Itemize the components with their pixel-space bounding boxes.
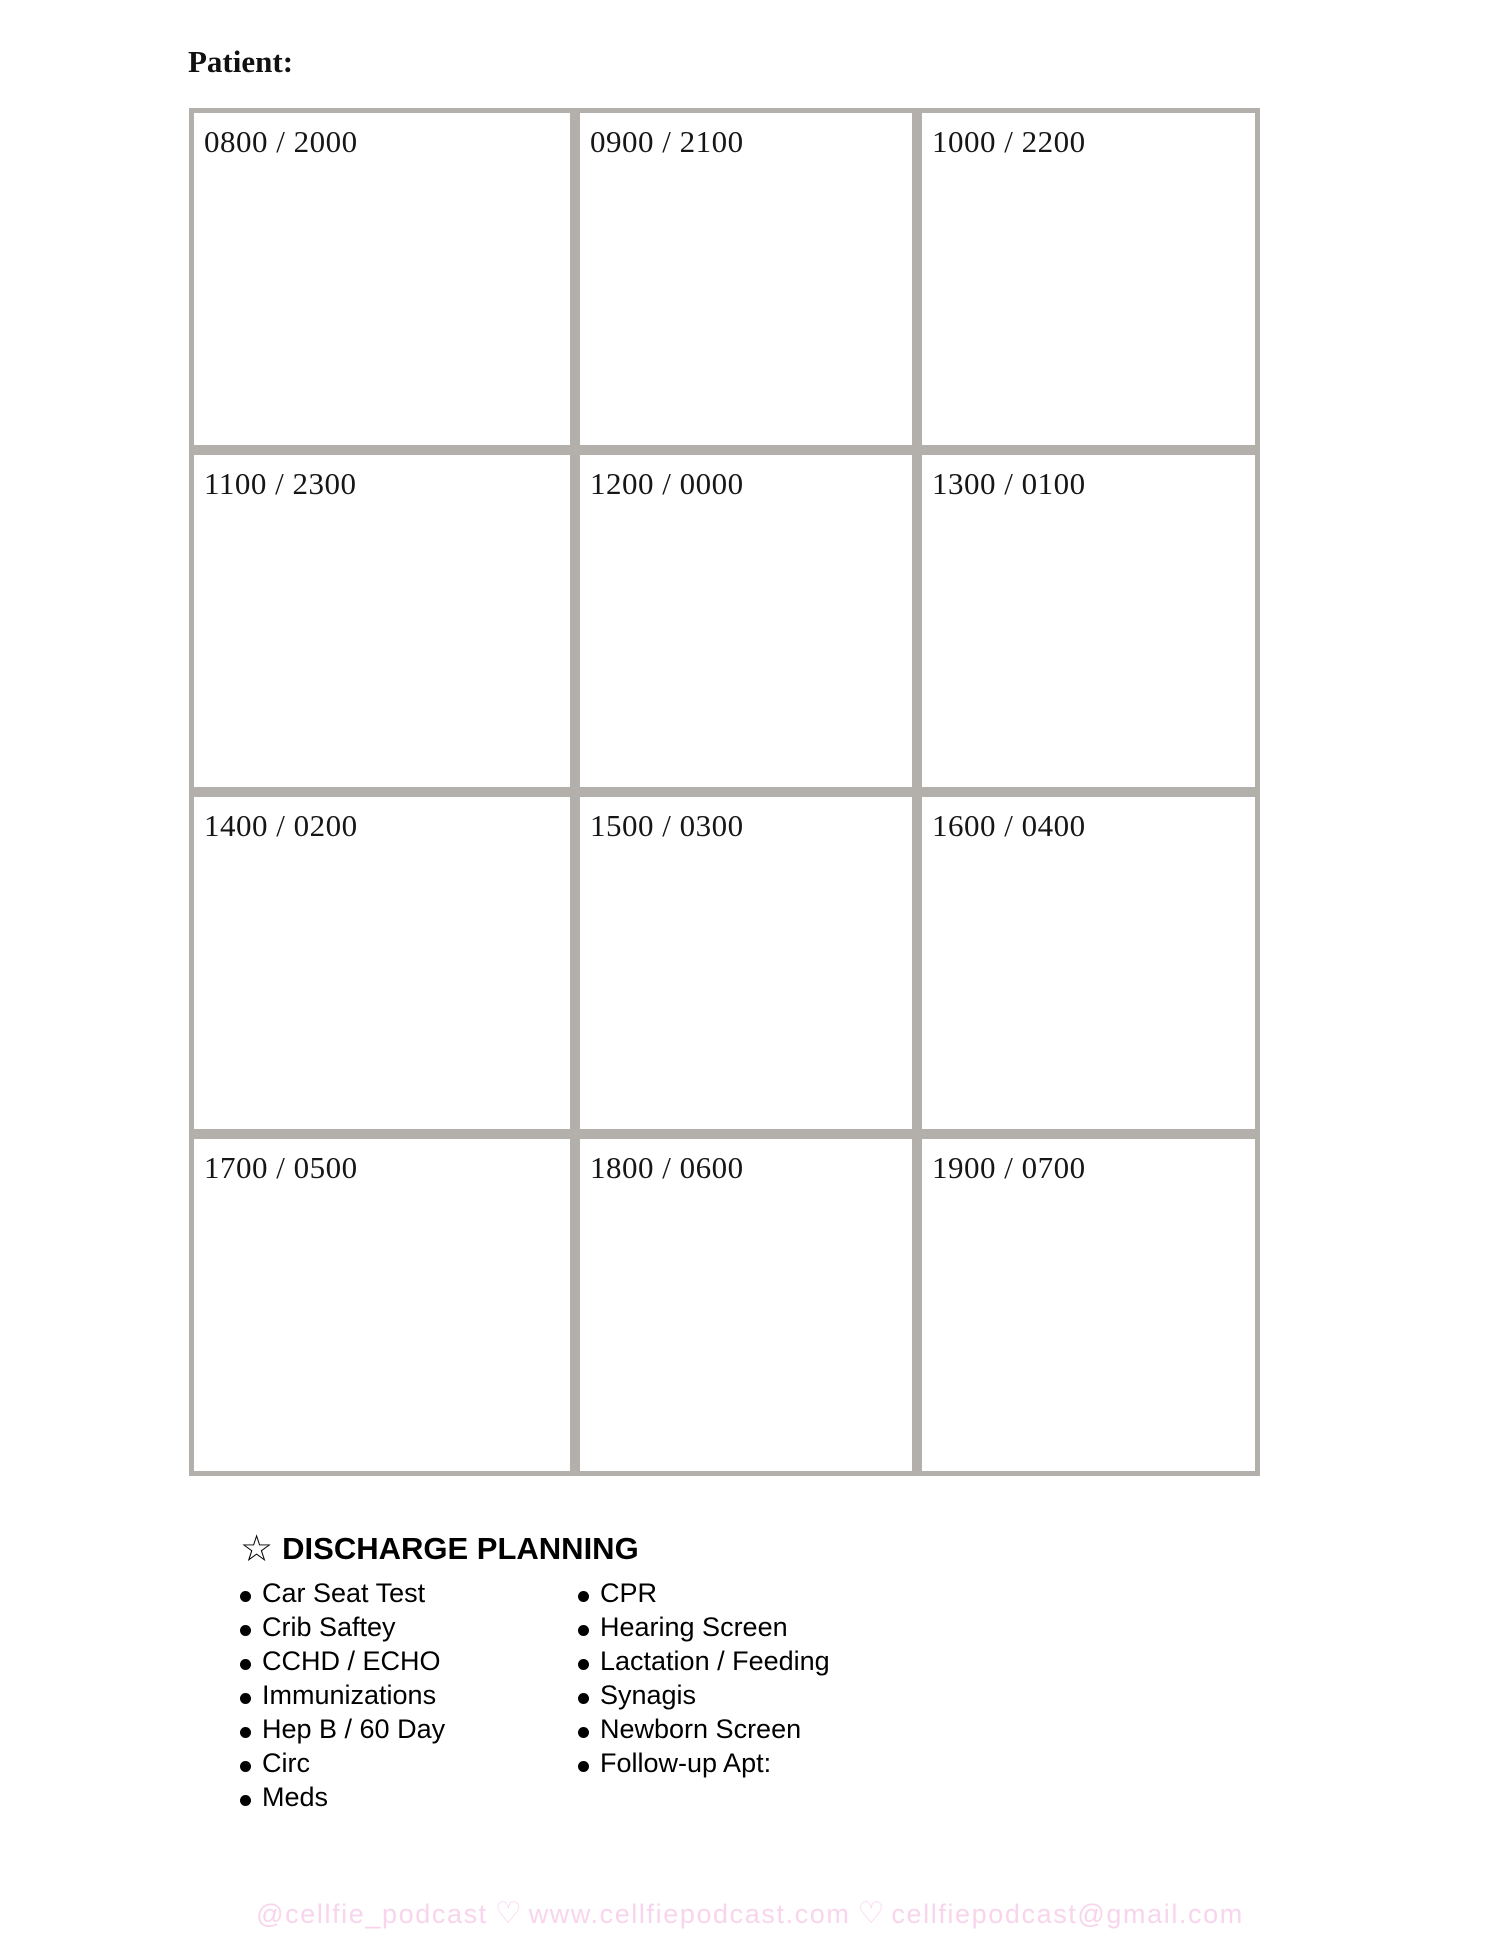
time-slot-cell: [575, 450, 917, 792]
bullet-icon: [240, 1727, 251, 1738]
discharge-planning-heading: [240, 1528, 830, 1569]
discharge-checklist-right-column: [578, 1576, 830, 1814]
list-item-label: Immunizations: [262, 1679, 437, 1710]
list-item: [240, 1746, 578, 1780]
list-item: [578, 1644, 830, 1678]
time-slot-label: 1100 / 2300: [204, 466, 357, 501]
list-item: [240, 1712, 578, 1746]
list-item: [578, 1576, 830, 1610]
time-slot-cell: [917, 108, 1260, 450]
bullet-icon: [240, 1795, 251, 1806]
shift-time-grid: [189, 108, 1260, 1476]
bullet-icon: [578, 1761, 589, 1772]
bullet-icon: [578, 1727, 589, 1738]
bullet-icon: [240, 1761, 251, 1772]
heart-icon: ♡: [857, 1897, 885, 1930]
time-slot-label: 1300 / 0100: [932, 466, 1086, 501]
list-item-label: Meds: [262, 1781, 329, 1812]
time-slot-label: 1700 / 0500: [204, 1150, 358, 1185]
list-item-label: Newborn Screen: [600, 1713, 802, 1744]
time-slot-label: 1900 / 0700: [932, 1150, 1086, 1185]
list-item-label: Crib Saftey: [262, 1611, 396, 1642]
time-slot-label: 1500 / 0300: [590, 808, 744, 843]
time-slot-cell: [189, 792, 575, 1134]
bullet-icon: [240, 1693, 251, 1704]
list-item-label: CPR: [600, 1577, 658, 1608]
time-slot-cell: [575, 108, 917, 450]
time-slot-label: 1800 / 0600: [590, 1150, 744, 1185]
list-item: [578, 1712, 830, 1746]
list-item-label: Car Seat Test: [262, 1577, 426, 1608]
time-slot-cell: [189, 108, 575, 450]
time-slot-label: 1200 / 0000: [590, 466, 744, 501]
list-item-label: CCHD / ECHO: [262, 1645, 441, 1676]
time-slot-cell: [917, 792, 1260, 1134]
page-footer: [0, 1896, 1500, 1931]
bullet-icon: [578, 1659, 589, 1670]
discharge-checklist: [240, 1576, 830, 1814]
time-slot-cell: [189, 450, 575, 792]
time-slot-label: 0900 / 2100: [590, 124, 744, 159]
list-item: [578, 1610, 830, 1644]
time-slot-label: 1000 / 2200: [932, 124, 1086, 159]
list-item: [240, 1610, 578, 1644]
list-item-label: Hep B / 60 Day: [262, 1713, 446, 1744]
time-slot-label: 1600 / 0400: [932, 808, 1086, 843]
list-item: [240, 1678, 578, 1712]
list-item: [578, 1746, 830, 1780]
footer-website: www.cellfiepodcast.com: [528, 1899, 851, 1929]
bullet-icon: [240, 1591, 251, 1602]
bullet-icon: [240, 1659, 251, 1670]
list-item-label: Synagis: [600, 1679, 697, 1710]
patient-label: Patient:: [188, 44, 294, 79]
heart-icon: ♡: [494, 1897, 522, 1930]
discharge-planning-section: [240, 1528, 830, 1814]
bullet-icon: [578, 1693, 589, 1704]
time-slot-cell: [189, 1134, 575, 1476]
discharge-checklist-left-column: [240, 1576, 578, 1814]
bullet-icon: [578, 1591, 589, 1602]
time-slot-cell: [917, 450, 1260, 792]
list-item-label: Lactation / Feeding: [600, 1645, 830, 1676]
time-slot-label: 1400 / 0200: [204, 808, 358, 843]
list-item: [240, 1576, 578, 1610]
list-item: [578, 1678, 830, 1712]
list-item-label: Follow-up Apt:: [600, 1747, 772, 1778]
time-slot-cell: [575, 1134, 917, 1476]
list-item: [240, 1644, 578, 1678]
list-item: [240, 1780, 578, 1814]
list-item-label: Circ: [262, 1747, 310, 1778]
time-slot-cell: [917, 1134, 1260, 1476]
list-item-label: Hearing Screen: [600, 1611, 788, 1642]
bullet-icon: [578, 1625, 589, 1636]
footer-email: cellfiepodcast@gmail.com: [891, 1899, 1244, 1929]
bullet-icon: [240, 1625, 251, 1636]
footer-handle: @cellfie_podcast: [256, 1899, 488, 1929]
time-slot-cell: [575, 792, 917, 1134]
discharge-planning-title: DISCHARGE PLANNING: [282, 1531, 639, 1566]
time-slot-label: 0800 / 2000: [204, 124, 358, 159]
star-icon: ☆: [240, 1528, 274, 1569]
